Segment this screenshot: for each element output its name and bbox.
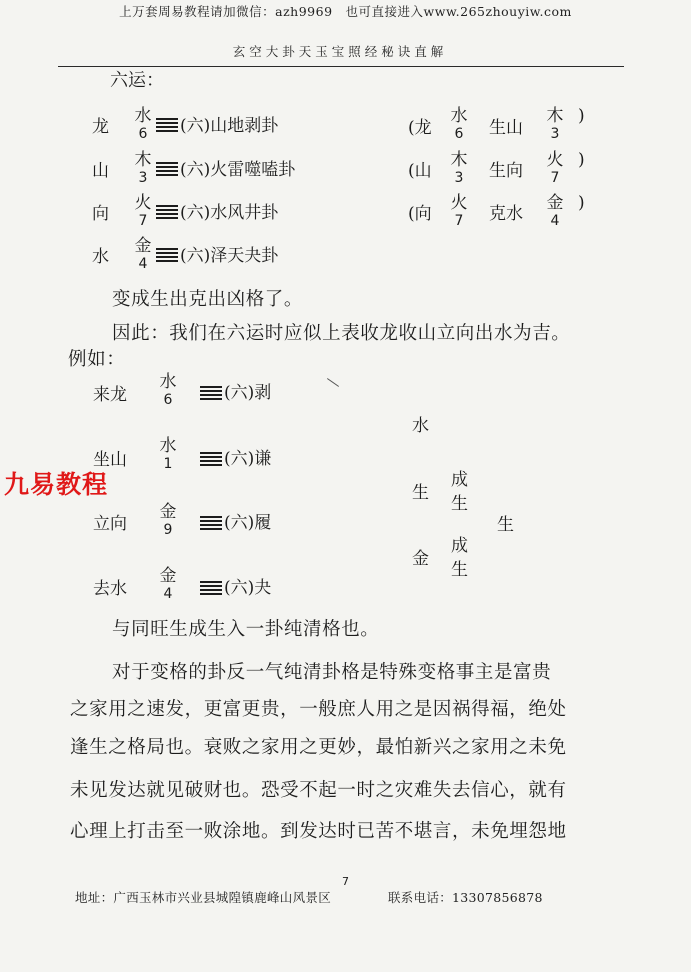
element-number: 3	[454, 170, 464, 186]
trigram-icon	[156, 248, 178, 263]
gua-name: (六)泽天夬卦	[180, 246, 279, 266]
element-stack	[132, 195, 154, 228]
relation-close: )	[578, 193, 585, 213]
diagram-cheng-sheng: 生	[451, 494, 468, 514]
row-label: 去水	[93, 579, 127, 599]
gua-name: (六)履	[224, 513, 272, 533]
row-label: 龙	[92, 117, 109, 137]
element-stack	[132, 238, 154, 271]
paragraph-line: 之家用之速发，更富更贵，一般庶人用之是因祸得福，绝处	[70, 699, 567, 720]
element-number: 7	[454, 213, 464, 229]
element-stack	[157, 568, 179, 601]
element-number: 7	[550, 170, 560, 186]
paragraph-line: 逢生之格局也。衰败之家用之更妙，最怕新兴之家用之未免	[70, 737, 567, 758]
header-rule	[58, 66, 624, 67]
footer-address: 地址：广西玉林市兴业县城隍镇鹿峰山风景区	[75, 890, 332, 905]
element-number: 1	[163, 456, 173, 472]
relation-open: (山	[408, 161, 432, 181]
element-stack	[448, 152, 470, 185]
target-stack	[544, 108, 566, 141]
element: 木	[546, 106, 564, 126]
relation-verb: 生山	[489, 118, 523, 138]
trigram-icon	[200, 516, 222, 531]
page-number: 7	[342, 875, 349, 888]
trigram-icon	[200, 581, 222, 596]
trigram-icon	[156, 162, 178, 177]
element-stack	[448, 108, 470, 141]
diagram-water: 水	[412, 416, 429, 436]
diagram-cheng-sheng: 生	[451, 560, 468, 580]
footer-phone: 联系电话：13307856878	[388, 890, 543, 905]
text-line-change: 变成生出克出凶格了。	[112, 289, 304, 310]
element: 木	[450, 150, 468, 170]
element: 木	[134, 150, 152, 170]
relation-close: )	[578, 106, 585, 126]
element-number: 4	[163, 586, 173, 602]
element-stack	[157, 504, 179, 537]
target-stack	[544, 195, 566, 228]
diagram-metal: 金	[412, 549, 429, 569]
gua-name: (六)水风井卦	[180, 203, 279, 223]
diagram-cheng: 成	[451, 536, 468, 556]
element-number: 4	[550, 213, 560, 229]
section-title: 六运：	[110, 70, 164, 91]
element-number: 7	[138, 213, 148, 229]
element-stack	[157, 374, 179, 407]
trigram-icon	[156, 118, 178, 133]
gua-name: (六)山地剥卦	[180, 116, 279, 136]
diagram-sheng: 生	[412, 483, 429, 503]
element: 火	[134, 193, 152, 213]
row-label: 水	[92, 247, 109, 267]
trigram-icon	[156, 205, 178, 220]
element-stack	[157, 438, 179, 471]
trigram-icon	[200, 386, 222, 401]
element: 水	[159, 436, 177, 456]
scan-mark	[327, 378, 339, 387]
row-label: 坐山	[93, 450, 127, 470]
element: 金	[546, 193, 564, 213]
paragraph-line: 心理上打击至一败涂地。到发达时已苦不堪言，未免埋怨地	[70, 821, 567, 842]
gua-name: (六)剥	[224, 383, 272, 403]
element: 金	[159, 566, 177, 586]
element: 水	[159, 372, 177, 392]
element: 金	[159, 502, 177, 522]
paragraph-line: 对于变格的卦反一气纯清卦格是特殊变格事主是富贵	[112, 662, 552, 683]
relation-open: (龙	[408, 118, 432, 138]
element: 水	[134, 106, 152, 126]
relation-verb: 克水	[489, 204, 523, 224]
text-line-therefore: 因此：我们在六运时应似上表收龙收山立向出水为吉。	[112, 323, 571, 344]
element-number: 3	[138, 170, 148, 186]
relation-open: (向	[408, 204, 432, 224]
row-label: 来龙	[93, 385, 127, 405]
top-banner: 上万套周易教程请加微信：azh9969 也可直接进入www.265zhouyiw.com	[119, 4, 572, 19]
running-header: 玄空大卦天玉宝照经秘诀直解	[232, 44, 448, 59]
row-label: 山	[92, 161, 109, 181]
relation-verb: 生向	[489, 161, 523, 181]
element: 火	[450, 193, 468, 213]
target-stack	[544, 152, 566, 185]
element: 金	[134, 236, 152, 256]
trigram-icon	[200, 452, 222, 467]
paragraph-line: 未见发达就见破财也。恐受不起一时之灾难失去信心，就有	[70, 780, 567, 801]
element-number: 6	[138, 126, 148, 142]
row-label: 立向	[93, 514, 127, 534]
element-number: 6	[163, 392, 173, 408]
text-line-example: 例如：	[68, 349, 126, 370]
row-label: 向	[92, 204, 109, 224]
gua-name: (六)夬	[224, 578, 272, 598]
element-number: 4	[138, 256, 148, 272]
element: 火	[546, 150, 564, 170]
gua-name: (六)火雷噬嗑卦	[180, 160, 296, 180]
watermark-logo: 九易教程	[4, 470, 109, 499]
element-number: 3	[550, 126, 560, 142]
diagram-cheng: 成	[451, 470, 468, 490]
text-line-summary: 与同旺生成生入一卦纯清格也。	[112, 619, 380, 640]
element-stack	[448, 195, 470, 228]
gua-name: (六)谦	[224, 449, 272, 469]
diagram-sheng-right: 生	[497, 515, 514, 535]
element-number: 9	[163, 522, 173, 538]
element-number: 6	[454, 126, 464, 142]
element: 水	[450, 106, 468, 126]
element-stack	[132, 152, 154, 185]
relation-close: )	[578, 150, 585, 170]
element-stack	[132, 108, 154, 141]
